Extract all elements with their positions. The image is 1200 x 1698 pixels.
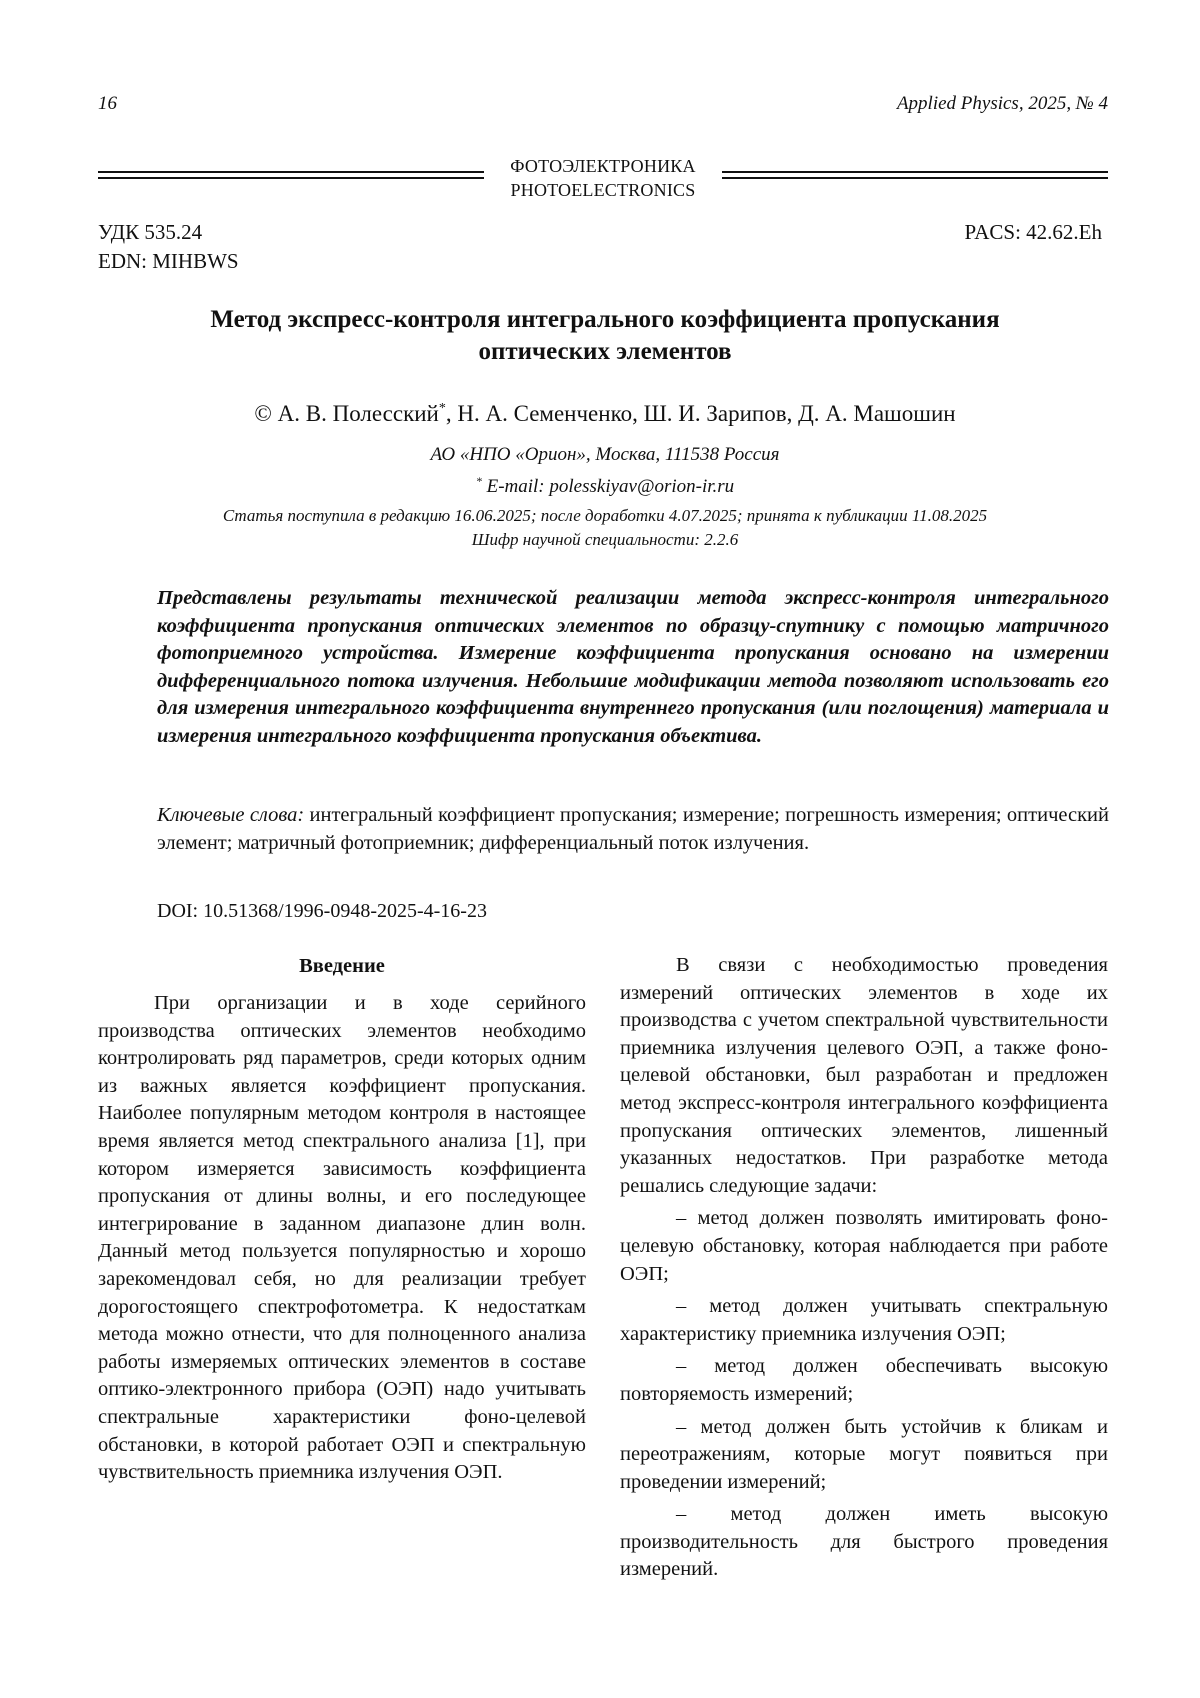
task-list <box>620 1205 1108 1584</box>
intro-paragraph-2: В связи с необходимостью проведения измерений оптических элементов в ходе их производства с учетом спектральной чувствительности приемника излучения целевого ОЭП, а также фоно-целевой обстановки, был разработан и предложен метод экспресс-контроля интегрального коэффициента пропускания оптических элементов, лишенный указанных недостатков. При разработке метода решались следующие задачи: <box>620 954 1108 1197</box>
list-dash: – <box>676 1295 687 1318</box>
corresponding-mark: * <box>438 401 446 416</box>
list-dash: – <box>676 1355 687 1378</box>
keywords-label: Ключевые слова: <box>157 804 305 826</box>
journal-running-header: Applied Physics, 2025, № 4 <box>896 93 1108 114</box>
list-dash: – <box>676 1503 687 1526</box>
section-title <box>484 154 722 202</box>
affiliation <box>120 442 1090 500</box>
list-item-text: метод должен позволять имитировать фоно-целевую обстановку, которая наблюдается при работе ОЭП; <box>620 1207 1109 1285</box>
section-title-en: PHOTOELECTRONICS <box>510 180 696 200</box>
intro-paragraph-1: При организации и в ходе серийного производства оптических элементов необходимо контролировать ряд параметров, среди которых одним из важных является коэффициент пропускания. Наиболее популярным методом контроля в настоящее время является метод спектрального анализа [1], при котором измеряется зависимость коэффициента пропускания от длины волны, и его последующее интегрирование в заданном диапазоне длин волн. Данный метод пользуется популярностью и хорошо зарекомендовал себя, но для реализации требует дорогостоящего спектрофотометра. К недостаткам метода можно отнести, что для полноценного анализа работы измеряемых оптических элементов в составе оптико-электронного прибора (ОЭП) надо учитывать спектральные характеристики фоно-целевой обстановки, в которой работает ОЭП и спектральную чувствительность приемника излучения ОЭП. <box>98 992 586 1484</box>
article-title-line2: оптических элементов <box>478 338 732 365</box>
author-list <box>120 394 1090 429</box>
keywords <box>157 802 1109 857</box>
section-band <box>98 154 1108 204</box>
section-rule-left <box>98 171 484 179</box>
list-item <box>620 1205 1108 1288</box>
page-number: 16 <box>98 93 117 114</box>
list-item <box>620 1293 1108 1348</box>
section-title-ru: ФОТОЭЛЕКТРОНИКА <box>510 156 696 176</box>
udk-code: УДК 535.24 <box>98 220 203 244</box>
section-rule-right <box>722 171 1108 179</box>
affiliation-org: АО «НПО «Орион», Москва, 111538 Россия <box>430 444 780 465</box>
list-item <box>620 1414 1108 1497</box>
email-mark: * <box>475 474 482 488</box>
specialty-code: Шифр научной специальности: 2.2.6 <box>471 530 739 549</box>
list-item-text: метод должен иметь высокую производительность для быстрого проведения измерений. <box>620 1503 1109 1581</box>
list-item-text: метод должен быть устойчив к бликам и переотражениям, которые могут появиться при проведении измерений; <box>620 1415 1108 1493</box>
intro-heading: Введение <box>299 955 385 977</box>
other-authors: , Н. А. Семенченко, Ш. И. Зарипов, Д. А. Машошин <box>445 401 956 426</box>
pacs-code: PACS: 42.62.Eh <box>964 220 1102 244</box>
list-dash: – <box>676 1415 687 1438</box>
list-item <box>620 1353 1108 1408</box>
doi: DOI: 10.51368/1996-0948-2025-4-16-23 <box>157 900 487 922</box>
article-title-line1: Метод экспресс-контроля интегрального коэффициента пропускания <box>210 306 1000 333</box>
received-dates: Статья поступила в редакцию 16.06.2025; после доработки 4.07.2025; принята к публикации 11.08.2025 <box>222 506 988 525</box>
classification-block <box>98 218 239 276</box>
first-author: © А. В. Полесский <box>254 401 439 426</box>
list-item-text: метод должен обеспечивать высокую повторяемость измерений; <box>620 1355 1109 1405</box>
affiliation-email-line <box>120 468 1090 500</box>
affiliation-email: E-mail: polesskiyav@orion-ir.ru <box>486 476 735 497</box>
list-item-text: метод должен учитывать спектральную характеристику приемника излучения ОЭП; <box>620 1295 1109 1345</box>
article-title <box>120 304 1090 368</box>
abstract: Представлены результаты технической реализации метода экспресс-контроля интегрального коэффициента пропускания оптических элементов по образцу-спутнику с помощью матричного фотоприемного устройства. Измерение коэффициента пропускания основано на измерении дифференциального потока излучения. Небольшие модификации метода позволяют использовать его для измерения интегрального коэффициента внутреннего пропускания (или поглощения) материала и измерения интегрального коэффициента пропускания объектива. <box>157 587 1109 747</box>
intro-left-column <box>98 952 586 1487</box>
edn-code: EDN: MIHBWS <box>98 249 239 273</box>
keywords-text: интегральный коэффициент пропускания; измерение; погрешность измерения; оптический элемент; матричный фотоприемник; дифференциальный поток излучения. <box>157 804 1109 854</box>
intro-right-column <box>620 952 1108 1589</box>
list-item <box>620 1501 1108 1584</box>
list-dash: – <box>676 1207 687 1230</box>
article-dates <box>100 504 1110 552</box>
